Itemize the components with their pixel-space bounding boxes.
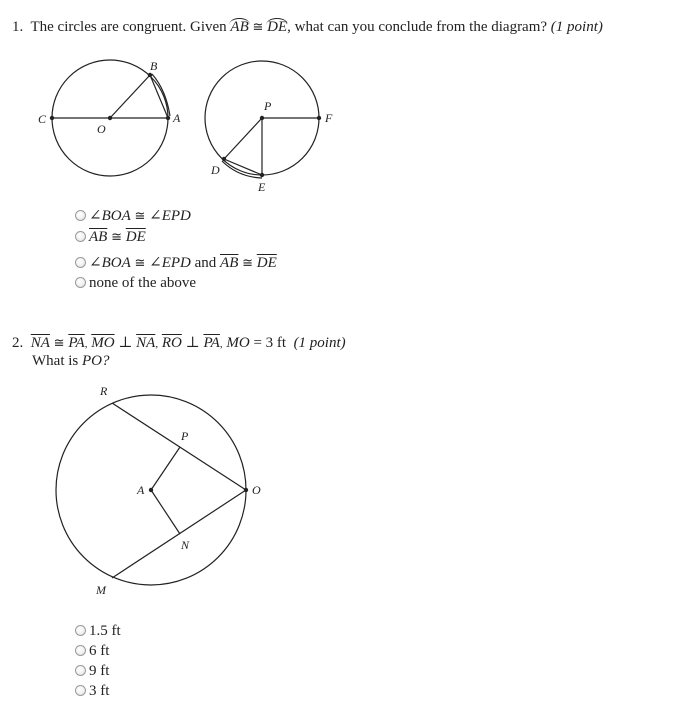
segment-ap	[151, 447, 180, 490]
arc-de: DE	[267, 19, 288, 35]
label-m: M	[96, 583, 106, 597]
q1-option-3[interactable]: ∠BOA ≅ ∠EPD and $\overline{AB}$ ≅ $\overline{DE}$	[75, 253, 277, 272]
label-r: R	[100, 384, 108, 398]
q2-option-2-radio[interactable]	[75, 645, 86, 656]
question-1-suffix: , what can you conclude from the diagram?	[287, 19, 548, 35]
segment-an	[151, 490, 180, 534]
label-c: C	[38, 112, 47, 126]
q2-option-2[interactable]: 6 ft	[75, 643, 109, 660]
question-1-prefix: The circles are congruent. Given	[30, 19, 231, 35]
question-1-number: 1.	[12, 19, 24, 35]
point-o	[244, 488, 248, 492]
label-o: O	[97, 122, 106, 136]
chord-ro	[112, 403, 246, 490]
question-2-question: What is PO?	[32, 353, 110, 369]
label-e: E	[258, 180, 266, 194]
label-d: D	[211, 163, 220, 177]
question-2-prompt: 2. $\overline{NA}$ ≅ $\overline{PA}$, $\overline{MO}$ ⊥ $\overline{NA}$, $\overline{RO}$ ⊥ $\overline{PA}$, MO = 3 ft (1 point)	[12, 335, 346, 351]
label-p: P	[264, 99, 272, 113]
label-f: F	[325, 111, 333, 125]
q2-option-4-radio[interactable]	[75, 685, 86, 696]
q2-option-1-radio[interactable]	[75, 625, 86, 636]
chord-mo	[112, 490, 246, 578]
label-a: A	[173, 111, 181, 125]
label-b: B	[150, 59, 158, 73]
label-o: O	[252, 483, 261, 497]
question-1-points: (1 point)	[550, 19, 603, 35]
q2-option-4[interactable]: 3 ft	[75, 683, 109, 700]
q1-option-1[interactable]: ∠BOA ≅ ∠EPD	[75, 206, 191, 225]
q2-option-1[interactable]: 1.5 ft	[75, 623, 121, 640]
q1-option-2[interactable]: $\overline{AB}$ ≅ $\overline{DE}$	[75, 229, 146, 246]
q2-option-3[interactable]: 9 ft	[75, 663, 109, 680]
question-2-points: (1 point)	[293, 335, 346, 351]
label-p: P	[181, 429, 189, 443]
label-n: N	[181, 538, 190, 552]
question-2-number: 2.	[12, 335, 24, 351]
label-a: A	[137, 483, 145, 497]
congruent-symbol: ≅	[252, 19, 264, 34]
q2-option-3-radio[interactable]	[75, 665, 86, 676]
point-a	[149, 488, 153, 492]
q1-option-4[interactable]: none of the above	[75, 275, 196, 292]
arc-ab: AB	[230, 19, 249, 35]
